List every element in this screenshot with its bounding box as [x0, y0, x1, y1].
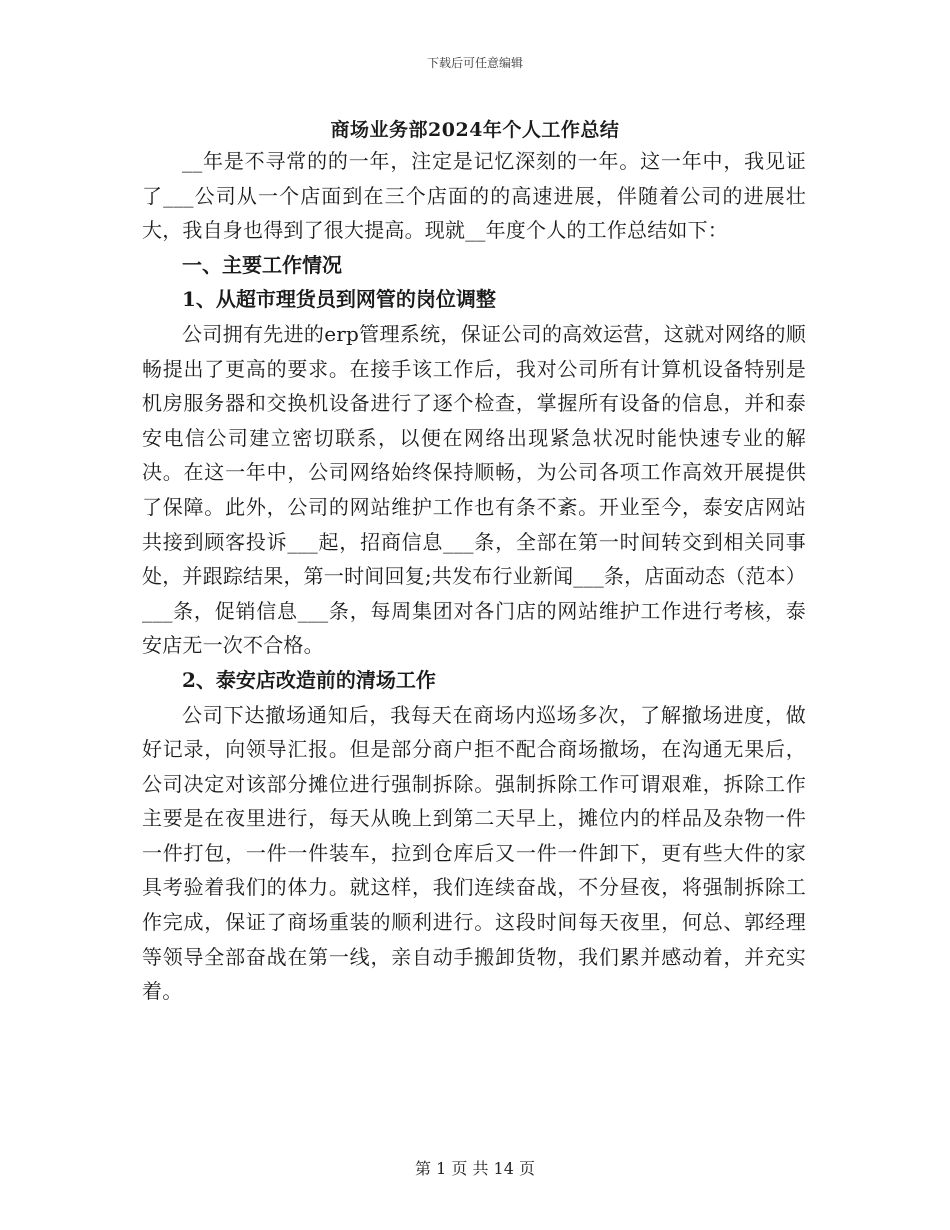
intro-paragraph: __年是不寻常的的一年，注定是记忆深刻的一年。这一年中，我见证了___公司从一个店面到在三个店面的的高速进展，伴随着公司的进展壮大，我自身也得到了很大提高。现就__年度个人的工作总结如下： [142, 149, 806, 243]
page-number: 第 1 页 共 14 页 [415, 1159, 535, 1178]
section-heading-main-work: 一、主要工作情况 [182, 252, 342, 277]
document-title: 商场业务部2024年个人工作总结 [330, 119, 620, 141]
document-body [142, 144, 806, 1009]
paragraph-clearance-work: 公司下达撤场通知后，我每天在商场内巡场多次，了解撤场进度，做好记录，向领导汇报。但是部分商户拒不配合商场撤场，在沟通无果后，公司决定对该部分摊位进行强制拆除。强制拆除工作可谓艰难，拆除工作主要是在夜里进行，每天从晚上到第二天早上，摊位内的样品及杂物一件一件打包，一件一件装车，拉到仓库后又一件一件卸下，更有些大件的家具考验着我们的体力。就这样，我们连续奋战，不分昼夜，将强制拆除工作完成，保证了商场重装的顺利进行。这段时间每天夜里，何总、郭经理等领导全部奋战在第一线，亲自动手搬卸货物，我们累并感动着，并充实着。 [142, 702, 806, 1004]
subsection-heading-clearance-work: 2、泰安店改造前的清场工作 [182, 667, 436, 692]
paragraph-network-management: 公司拥有先进的erp管理系统，保证公司的高效运营，这就对网络的顺畅提出了更高的要求。在接手该工作后，我对公司所有计算机设备特别是机房服务器和交换机设备进行了逐个检查，掌握所有设备的信息，并和泰安电信公司建立密切联系，以便在网络出现紧急状况时能快速专业的解决。在这一年中，公司网络始终保持顺畅，为公司各项工作高效开展提供了保障。此外，公司的网站维护工作也有条不紊。开业至今，泰安店网站共接到顾客投诉___起，招商信息___条，全部在第一时间转交到相关同事处，并跟踪结果，第一时间回复;共发布行业新闻___条，店面动态（范本）___条，促销信息___条，每周集团对各门店的网站维护工作进行考核，泰安店无一次不合格。 [142, 321, 806, 658]
subsection-heading-job-adjustment: 1、从超市理货员到网管的岗位调整 [182, 287, 496, 312]
header-note: 下载后可任意编辑 [426, 56, 523, 70]
